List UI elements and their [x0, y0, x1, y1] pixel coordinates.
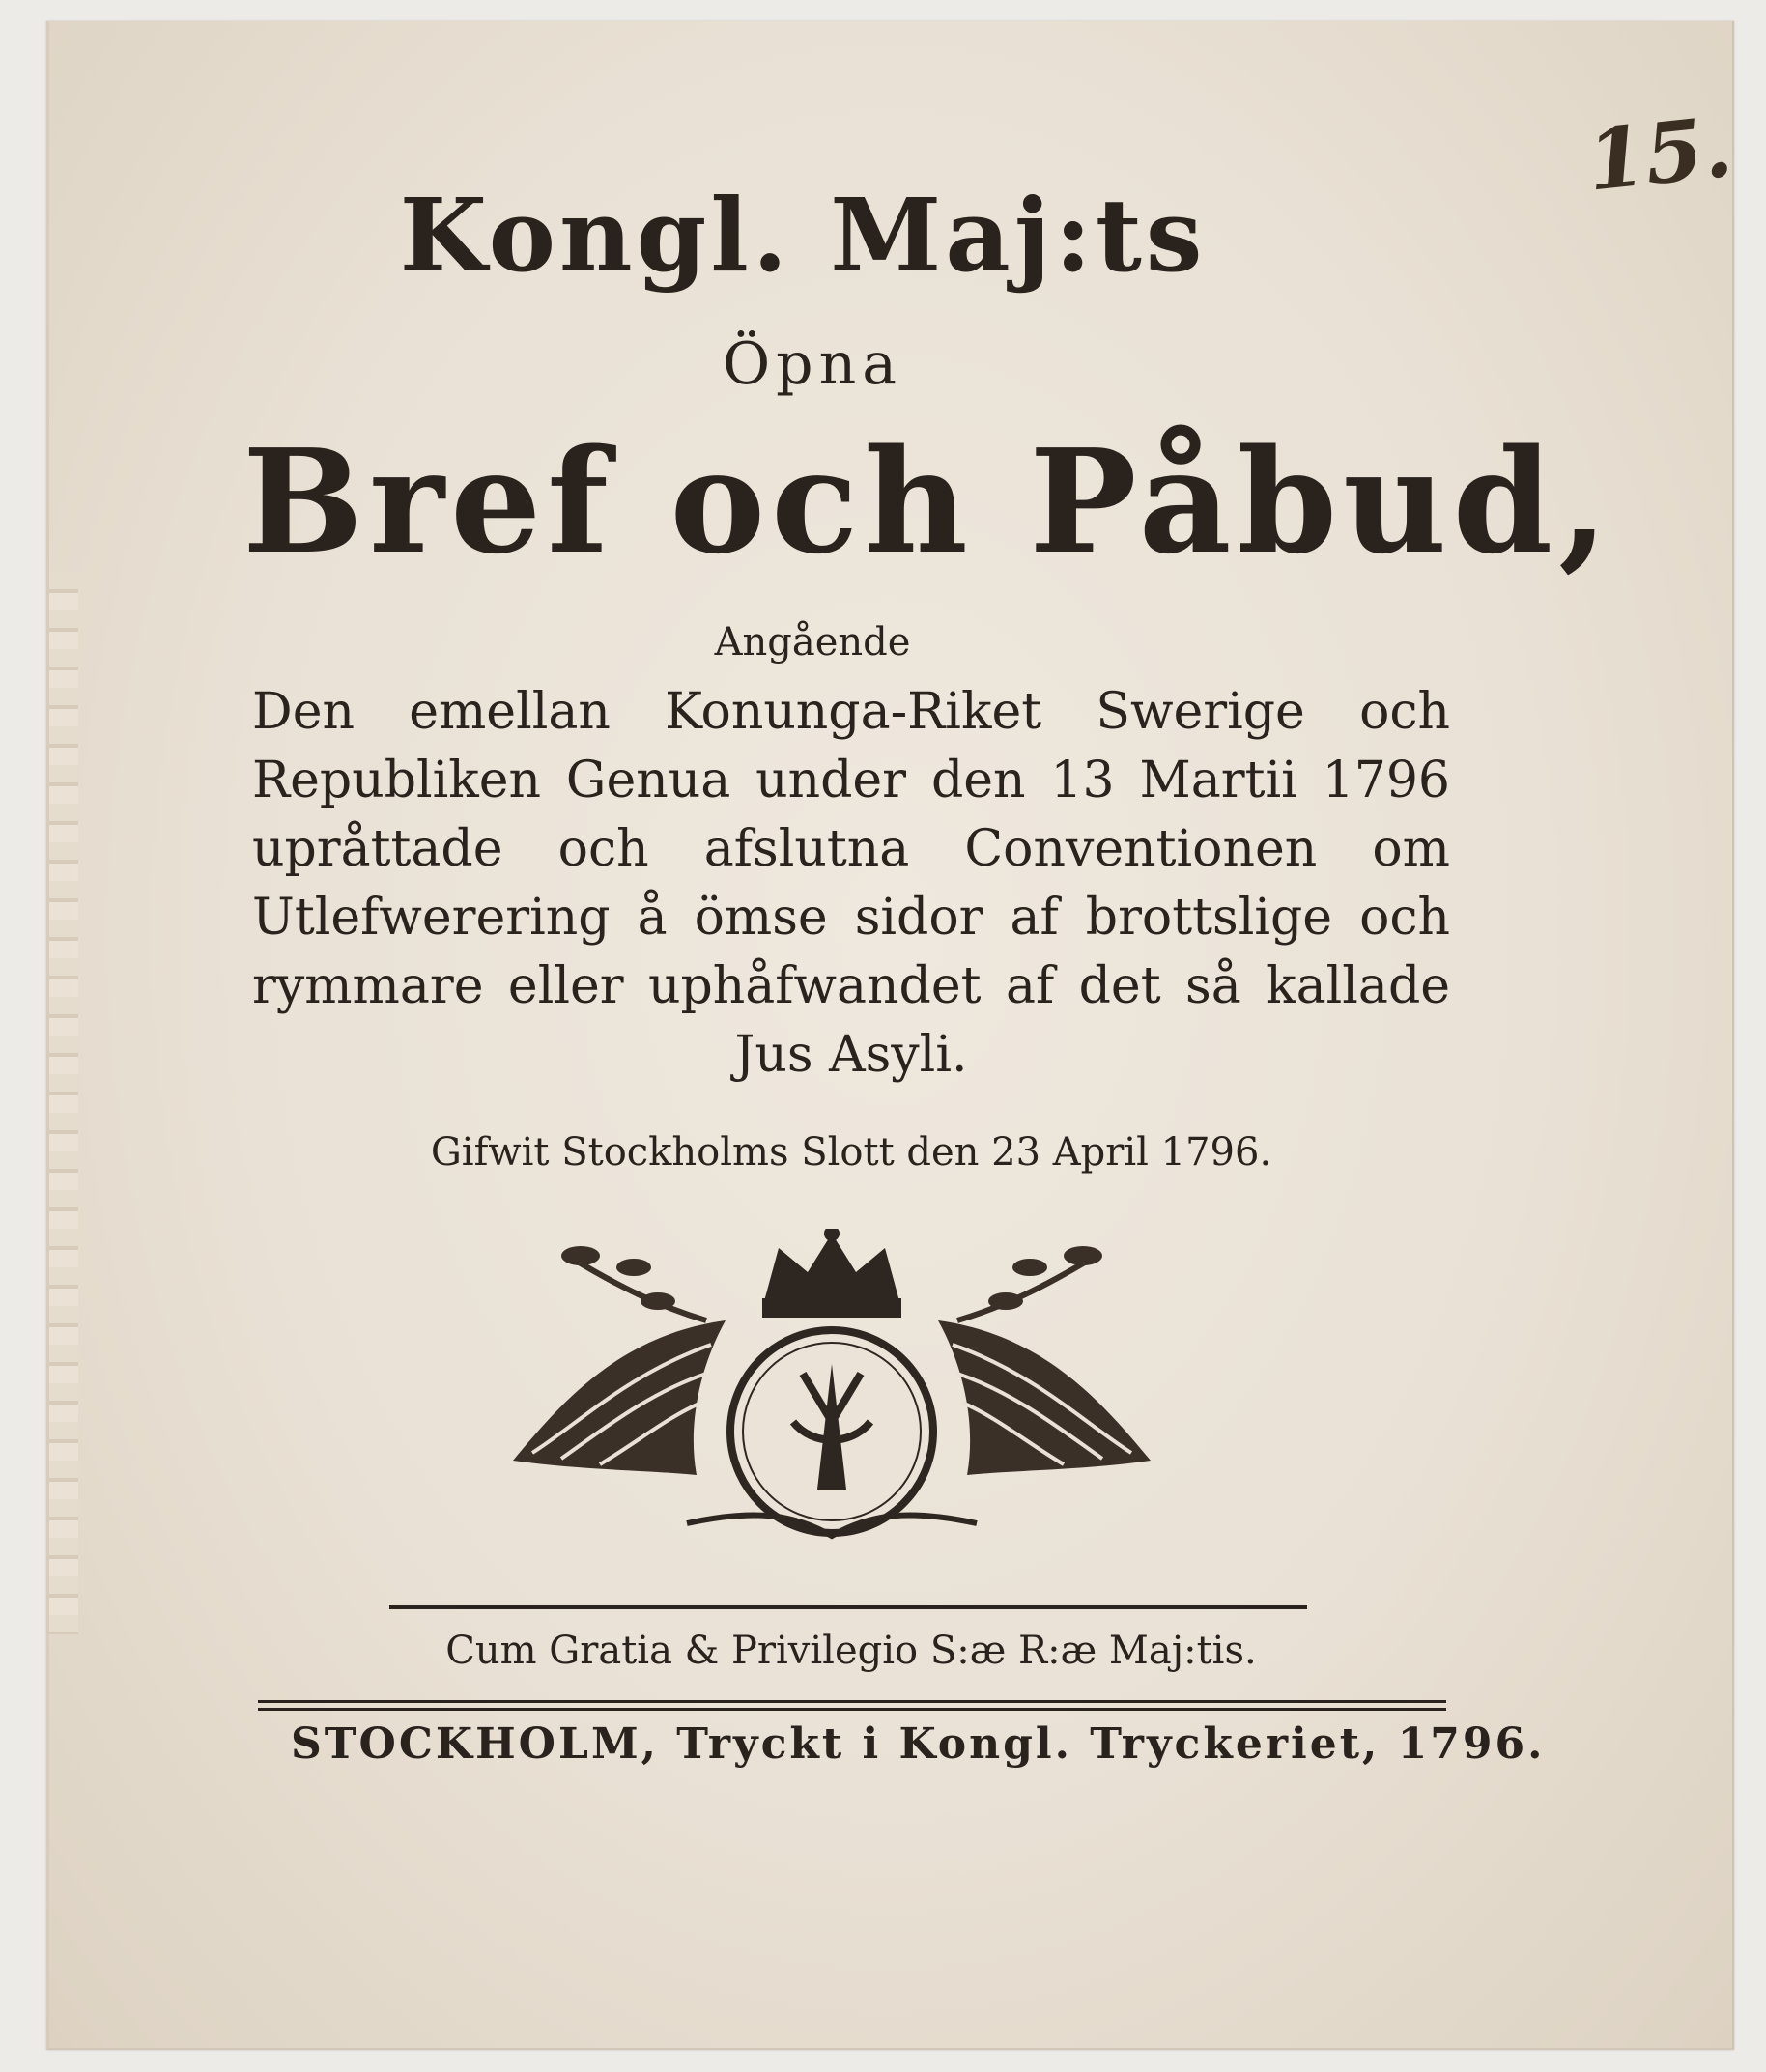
double-rule-bottom [258, 1708, 1446, 1711]
winged-crown-emblem-icon [503, 1229, 1160, 1547]
document-page [46, 21, 1737, 2050]
body-paragraph: Den emellan Konunga-Riket Swerige och Republiken Genua under den 13 Martii 1796 upråttade och afslutna Conventionen om Utlefwerering å ömse sidor af brottslige och rymmare eller uphåfwandet af det så kallade Jus Asyli. [252, 683, 1450, 1084]
divider-rule [389, 1605, 1307, 1609]
title-line-2: Öpna [722, 330, 902, 398]
torn-binding-edge [49, 572, 78, 1634]
subtitle: Angående [714, 620, 911, 665]
title-line-1: Kongl. Maj:ts [399, 176, 1207, 295]
handwritten-inventory-number: 15. [1582, 98, 1737, 211]
imprint-line: STOCKHOLM, Tryckt i Kongl. Tryckeriet, 1796. [291, 1719, 1546, 1769]
privilege-line: Cum Gratia & Privilegio S:æ R:æ Maj:tis. [445, 1629, 1257, 1673]
title-line-3: Bref och Påbud, [242, 417, 1614, 585]
dateline: Gifwit Stockholms Slott den 23 April 1796. [430, 1130, 1272, 1175]
double-rule-top [258, 1700, 1446, 1703]
